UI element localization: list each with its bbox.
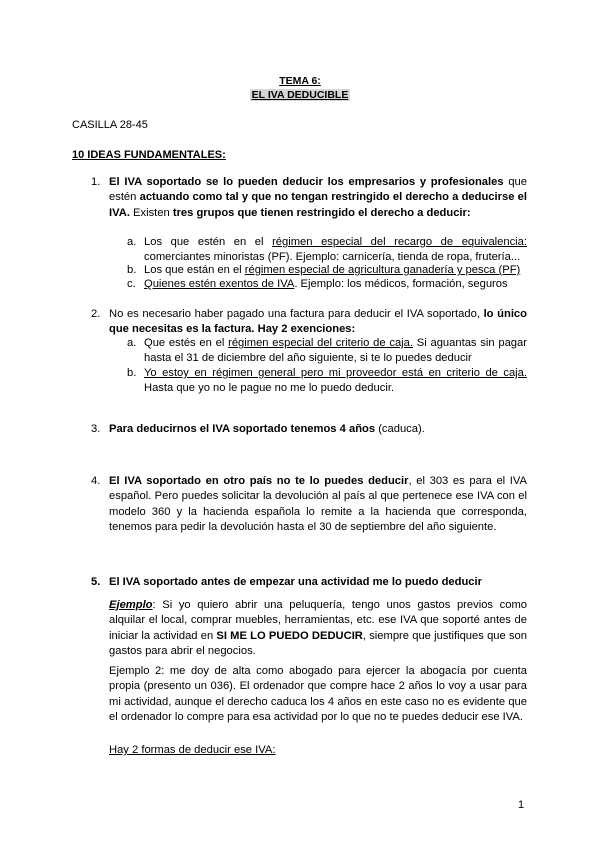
item-1-bold-1: El IVA soportado se lo pueden deducir los empresarios y profesionales bbox=[109, 176, 504, 188]
item-1a-pre: Los que estén en el bbox=[144, 236, 273, 248]
item-5-number: 5. bbox=[91, 576, 101, 588]
item-5-example-1 bbox=[109, 598, 527, 660]
item-2a-pre: Que estés en el bbox=[144, 337, 229, 349]
ideas-heading: 10 IDEAS FUNDAMENTALES: bbox=[72, 149, 226, 161]
item-5-bold: El IVA soportado antes de empezar una actividad me lo puedo deducir bbox=[109, 576, 482, 588]
title-highlight: EL IVA DEDUCIBLE bbox=[251, 89, 349, 101]
example-text-2: , siempre que justifiques que son gastos para abrir el negocios. bbox=[109, 629, 527, 658]
item-3-number: 3. bbox=[91, 423, 101, 435]
example-text-1: : Si yo quiero abrir una peluquería, tengo unos gastos previos como alquilar el local, comprar muebles, herramientas, etc. ese IVA que soporté antes de iniciar la actividad en bbox=[109, 599, 527, 642]
item-1a bbox=[127, 235, 528, 266]
item-1a-underlined: régimen especial del recargo de equivalencia: bbox=[272, 236, 528, 248]
item-1-number: 1. bbox=[91, 176, 101, 188]
item-1-text-1: que estén bbox=[109, 176, 527, 204]
item-4-number: 4. bbox=[91, 475, 101, 487]
item-2a bbox=[127, 336, 527, 367]
item-5 bbox=[91, 575, 527, 590]
item-1-bold-2: actuando como tal y que no tengan restringido el derecho a deducirse el IVA. bbox=[109, 191, 527, 219]
item-2-text: No es necesario haber pagado una factura para deducir el IVA soportado, bbox=[109, 308, 484, 320]
item-1a-post: comerciantes minoristas (PF). Ejemplo: carnicería, tienda de ropa, frutería... bbox=[144, 251, 521, 264]
item-2 bbox=[91, 307, 527, 338]
item-2-bold: lo único que necesitas es la factura. Hay 2 exenciones: bbox=[109, 308, 527, 336]
item-1b-pre: Los que están en el bbox=[144, 264, 245, 276]
item-2b-label: b. bbox=[127, 367, 137, 379]
example-label: Ejemplo bbox=[109, 599, 153, 611]
item-2a-underlined: régimen especial del criterio de caja. bbox=[228, 337, 413, 349]
item-2b-underlined: Yo estoy en régimen general pero mi proveedor está en criterio de caja. bbox=[144, 367, 527, 379]
title-line-2 bbox=[0, 88, 600, 103]
item-2-number: 2. bbox=[91, 308, 101, 320]
item-1 bbox=[91, 175, 527, 221]
item-4-bold: El IVA soportado en otro país no te lo puedes deducir bbox=[109, 475, 409, 487]
casilla-label: CASILLA 28-45 bbox=[72, 119, 148, 131]
example-bold: SI ME LO PUEDO DEDUCIR bbox=[216, 629, 363, 642]
item-1c-underlined: Quienes estén exentos de IVA bbox=[144, 278, 295, 290]
item-1a-label: a. bbox=[127, 236, 137, 248]
item-1c-label: c. bbox=[127, 278, 136, 290]
item-1b-underlined: régimen especial de agricultura ganadería y pesca (PF) bbox=[244, 264, 521, 276]
page-number: 1 bbox=[518, 799, 525, 811]
item-4-text: , el 303 es para el IVA español. Pero puedes solicitar la devolución al país al que pertenece ese IVA con el modelo 360 y la hacienda española lo remite a la hacienda que corresponda, tenemos para pedir la devolución hasta el 30 de septiembre del año siguiente. bbox=[109, 475, 527, 534]
item-2a-post: Si aguantas sin pagar hasta el 31 de diciembre del año siguiente, si te lo puedes deducir bbox=[144, 337, 527, 365]
item-3-bold: Para deducirnos el IVA soportado tenemos 4 años bbox=[109, 423, 376, 435]
item-1b-label: b. bbox=[127, 264, 137, 276]
item-2a-label: a. bbox=[127, 337, 137, 349]
item-1c bbox=[127, 277, 527, 292]
item-2b-post: Hasta que yo no le pague no me lo puedo deducir. bbox=[144, 382, 395, 395]
item-4 bbox=[91, 474, 527, 536]
item-5-formas: Hay 2 formas de deducir ese IVA: bbox=[109, 744, 276, 756]
item-1-text-2: Existen bbox=[129, 206, 173, 219]
item-3-text: (caduca). bbox=[375, 423, 425, 435]
item-2b bbox=[127, 366, 527, 397]
item-1-bold-3: tres grupos que tienen restringido el derecho a deducir: bbox=[172, 206, 471, 219]
item-5-example-2: Ejemplo 2: me doy de alta como abogado para ejercer la abogacía por cuenta propia (presento un 036). El ordenador que compre hace 2 años lo voy a usar para mi actividad, aunque el derecho caduca los 4 años en este caso no es evidente que el ordenador lo compre para esa actividad por lo que no te puedes deducir ese IVA. bbox=[109, 665, 527, 724]
title-line-1: TEMA 6: bbox=[279, 75, 321, 87]
item-3 bbox=[91, 422, 527, 437]
item-1c-post: . Ejemplo: los médicos, formación, seguros bbox=[294, 278, 508, 290]
